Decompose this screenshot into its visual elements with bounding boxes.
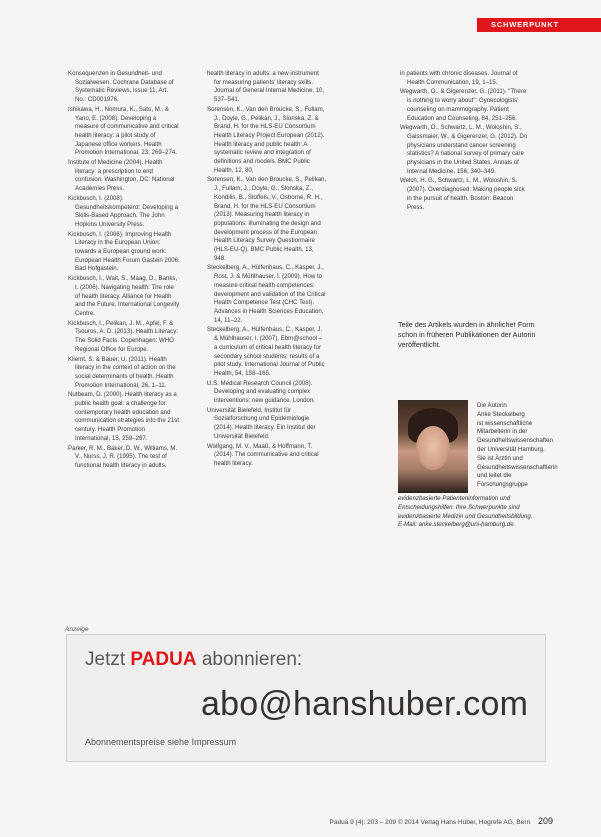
ad-email-link[interactable]: abo@hanshuber.com (201, 685, 529, 723)
author-bio (477, 402, 558, 490)
reference-entry: Wolfgang, M. V., Maaß, & Hoffmann, T. (2014). The communicative and critical health literacy. (207, 442, 319, 467)
reference-entry: Kickbusch, I., Wait, S., Maag, D., Banks, I. (2006). Navigating health: The role of health literacy. Alliance for Health and the Future, International Longevity Centre. (68, 275, 180, 317)
reference-entry: Sorensen, K., Van den Broucke, S., Pelikan, J., Fullam, J., Doyle, G., Slonska, Z., Kondilis, B., Stoffels, V., Osborne, R. H., Brand, H. for the HLS-EU Consortium (2013). Measuring health literacy in populations: illuminating the design and development process of the European Health Literacy Survey Questionnaire (HLS-EU-Q). BMC Public Health, 13, 948. (207, 176, 327, 262)
ad-headline (85, 649, 302, 671)
author-photo (398, 400, 468, 493)
reference-entry: U.S. Medical Research Council (2008). Developing and evaluating complex interventions: new guidance. London. (207, 379, 315, 405)
page-footer (330, 816, 553, 826)
reference-entry: Kickbusch, I., Pelikan, J. M., Apfel, F. & Tsouros, A. D. (2013). Health Literacy: The Solid Facts. Copenhagen: WHO Regional Office for Europe. (68, 319, 178, 353)
bio-line: Gesundheitswissenschaftlerin (477, 463, 558, 471)
bio-line: und leitet die (477, 472, 512, 480)
reference-entry: Konsequenzen in Gesundheit- und Sozialwesen. Cochrane Database of Systematic Reviews, Issue 11, Art. No.: CD001976. (68, 70, 174, 104)
bio-line: der Universität Hamburg. (477, 445, 545, 453)
bio-line: Anke Steckelberg (477, 410, 525, 418)
references-column-3 (400, 70, 530, 213)
publication-note: Teile des Artikels wurden in ähnlicher Form schon in früheren Publikationen der Autorin veröffentlicht. (398, 320, 536, 349)
reference-entry: health literacy in adults: a new instrument for measuring patients' literacy skills. Journal of General Internal Medicine, 10, 537–541. (207, 70, 325, 104)
bio-line: ist wissenschaftliche (477, 419, 533, 427)
reference-entry: Wegwarth, O., & Gigerenzer, G. (2011). "There is nothing to worry about": Gynecologists' counseling on mammography. Patient Education and Counseling, 84, 251–256. (400, 88, 527, 122)
reference-entry: Kliemt, S. & Bauer, U. (2011). Health literacy in the context of action on the social determinants of health. Health Promotion International, 26, 1–11. (68, 355, 176, 389)
ad-headline-prefix: Jetzt (85, 649, 126, 670)
ad-headline-suffix: abonnieren: (201, 649, 303, 670)
reference-entry: Institute of Medicine (2004). Health literacy: a prescription to end confusion. Washington, DC: National Academies Press. (68, 159, 175, 193)
bio-line: Forschungsgruppe (477, 481, 528, 489)
bio-line: Die Autorin (477, 402, 507, 409)
bio-line: Sie ist Ärztin und (477, 454, 523, 462)
author-bio-continuation: evidenzbasierte Patienteninformation und Entscheidungshilfen. Ihre Schwerpunkte sind evidenzbasierte Medizin und Gesundheitsbildung. E-Mail: anke.steckelberg@uni-hamburg.de (398, 495, 533, 529)
references-column-1 (68, 70, 180, 472)
subscription-ad[interactable] (66, 634, 546, 762)
ad-subline: Abonnementspreise siehe Impressum (85, 737, 237, 747)
reference-entry: Sorensen, K., Van den Broucke, S., Fullam, J., Doyle, G., Pelikan, J., Slonska, Z. & Brand, H. for the HLS-EU Consortium Health Literacy Project European (2012). Health literacy and public health: A systematic review and integration of definitions and models. BMC Public Health, 12, 80. (207, 105, 325, 174)
reference-entry: Ishikawa, H., Nomura, K., Sato, M., & Yano, E. (2008). Developing a measure of communicative and critical health literacy: a pilot study of Japanese office workers. Health Promotion International, 23, 269–274. (68, 105, 179, 157)
ad-label: Anzeige (65, 626, 89, 633)
reference-entry: Kickbusch, I. (2006). Improving Health Literacy in the European Union: towards a European ground work. European Health Forum Gastein 2006. Bad Hofgastein. (68, 230, 180, 273)
reference-entry: Steckelberg, A., Hülfenhaus, C., Kasper, J., Rost, J. & Mühlhauser, I. (2009). How to measure critical health competences: development and validation of the Critical Health Competence Test (CHC Test). Advances in Health Sciences Education, 14, 11–22. (207, 264, 326, 324)
ad-brand: PADUA (130, 649, 197, 670)
reference-entry: Kickbusch, I. (2008). Gesundheitskompetenz: Developing a Skills-Based Approach. The John Hopkins University Press. (68, 194, 178, 228)
reference-entry: Parker, R. M., Baker, D. W., Williams, M. V., Nurss, J. R. (1995). The test of functional health literacy in adults. (68, 444, 178, 469)
section-tab: SCHWERPUNKT (477, 18, 601, 32)
reference-entry: Welch, H. G., Schwartz, L. M., Woloshin, S. (2007). Overdiagnosed: Making people sick in the pursuit of health. Boston: Beacon Press. (400, 177, 525, 211)
references-column-2 (207, 70, 327, 470)
reference-entry: Universität Bielefeld, Institut für Sozialforschung und Epidemiologie (2014). Health literacy. Ein Institut der Universität Bielefeld. (207, 406, 316, 440)
reference-entry: Steckelberg, A., Hülfenhaus, C., Kasper, J. & Mühlhauser, I. (2007). Ebm@school – a curriculum of critical health literacy for secondary school students: results of a pilot study. International Journal of Public Health, 54, 158–165. (207, 326, 325, 377)
bio-line: Mitarbeiterin in der (477, 428, 528, 436)
reference-entry: Wegwarth, O., Schwartz, L. M., Woloshin, S., Gaissmaier, W., & Gigerenzer, G. (2012). Do physicians understand cancer screening statistics? A national survey of primary care physicians in the United States. Annals of Internal Medicine, 156, 340–349. (400, 124, 528, 175)
bio-line: Gesundheitswissenschaften (477, 437, 553, 445)
footer-citation: Padua 9 (4): 203 – 209 © 2014 Verlag Hans Huber, Hogrefe AG, Bern (329, 819, 531, 826)
reference-entry: in patients with chronic diseases. Journal of Health Communication, 19, 1–15. (400, 70, 518, 86)
reference-entry: Nutbeam, D. (2000). Health literacy as a public health goal: a challenge for contemporary health education and communication strategies into the 21st century. Health Promotion International, 15, 259–267. (68, 391, 179, 442)
page-number: 209 (537, 816, 553, 826)
